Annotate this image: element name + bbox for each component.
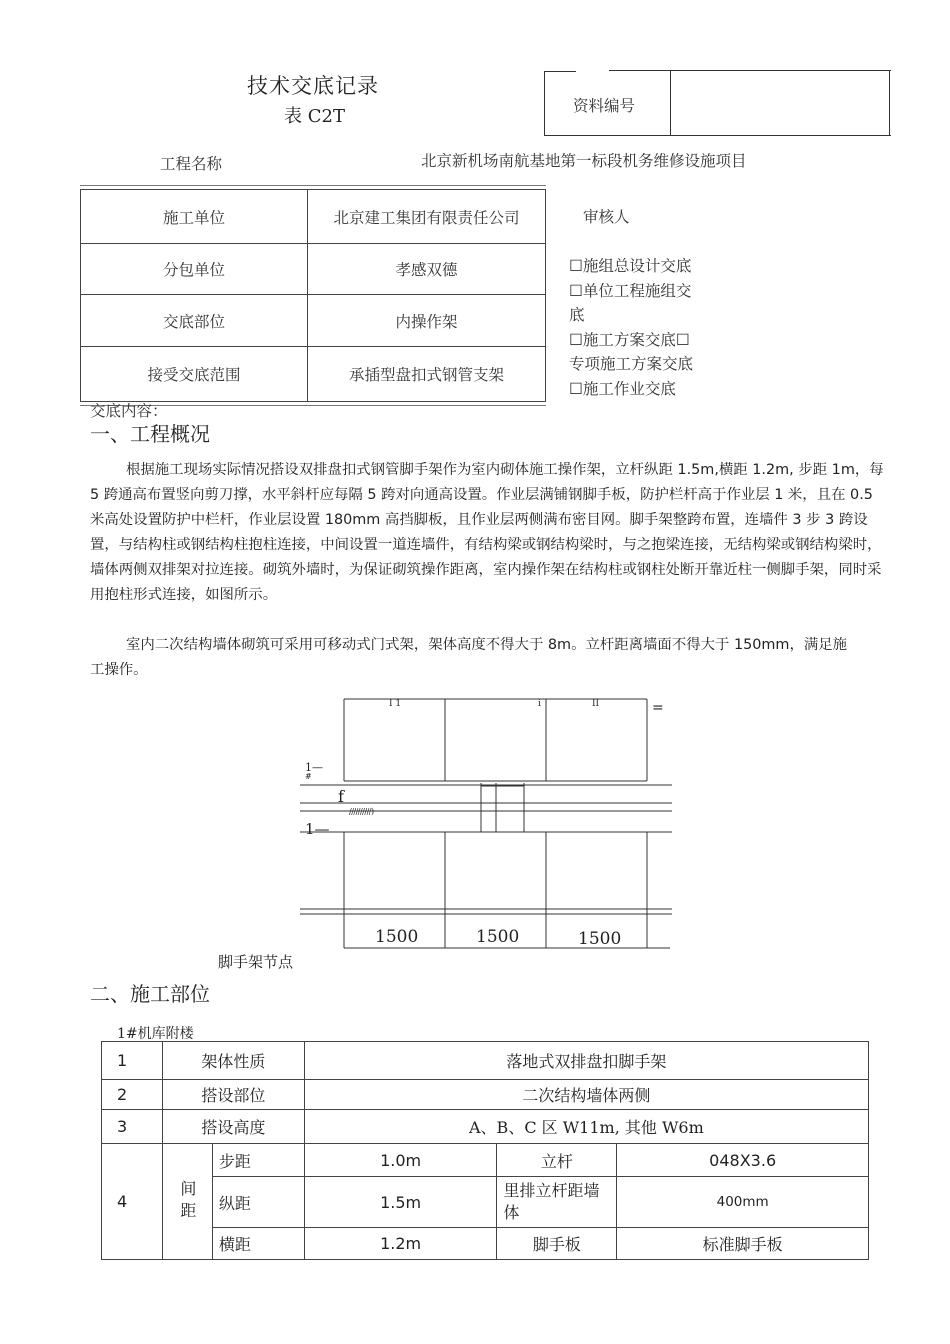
spec-step-value: 1.0m [304, 1144, 497, 1177]
figure-side-mark-1: 1— [305, 761, 323, 774]
checkbox-icon: ☐ [569, 330, 583, 349]
figure-side-mark-2: # [305, 772, 312, 781]
form-number: 表 C2T [284, 106, 345, 127]
scaffold-node-figure [295, 690, 680, 955]
spec-longitudinal-value: 1.5m [304, 1177, 497, 1228]
spec-row-3-no: 3 [102, 1110, 163, 1144]
figure-dim-1: 1500 [375, 927, 419, 947]
spec-spacing-group: 间距 [162, 1144, 212, 1260]
checkbox-icon: ☐ [569, 379, 583, 398]
disclosure-type-list [569, 254, 729, 401]
document-title: 技术交底记录 [247, 74, 379, 98]
checkbox-general-design[interactable]: ☐施组总设计交底 [569, 257, 692, 275]
info-label-disclosure-scope: 接受交底范围 [81, 347, 308, 402]
spec-row-2-label: 搭设部位 [162, 1080, 304, 1110]
section2-location: 1#机库附楼 [117, 1026, 194, 1042]
figure-dim-3: 1500 [578, 929, 622, 949]
info-label-disclosure-part: 交底部位 [81, 295, 308, 347]
spec-pole-label: 立杆 [497, 1144, 617, 1177]
spec-row-1-label: 架体性质 [162, 1042, 304, 1080]
checkbox-construction-plan[interactable]: ☐施工方案交底☐ [569, 330, 690, 349]
section1-paragraph-1: 根据施工现场实际情况搭设双排盘扣式钢管脚手架作为室内砌体施工操作架，立杆纵距 1.5m,横距 1.2m, 步距 1m，每 5 跨通高布置竖向剪刀撑，水平斜杆应每隔 5 跨对向通高设置。作业层满铺钢脚手板，防护栏杆高于作业层 1 米，且在 0.5 米高处设置防护中栏杆，作业层设置 180mm 高挡脚板，且作业层两侧满布密目网。脚手架整跨布置，连墙件 3 步 3 跨设置，与结构柱或钢结构柱抱柱连接，中间设置一道连墙件，有结构梁或钢结构梁时，与之抱梁连接，无结构梁或钢结构梁时，墙体两侧双排架对拉连接。砌筑外墙时，为保证砌筑操作距离，室内操作架在结构柱或钢柱处断开靠近柱一侧脚手架，同时采用抱柱形式连接，如图所示。 [90, 462, 884, 603]
info-table [80, 189, 546, 402]
spec-longitudinal-label: 纵距 [212, 1177, 304, 1228]
spec-transverse-label: 横距 [212, 1228, 304, 1260]
info-value-disclosure-part: 内操作架 [308, 295, 546, 347]
figure-caption: 脚手架节点 [218, 953, 294, 971]
info-label-construction-unit: 施工单位 [81, 190, 308, 244]
spec-wall-distance-label: 里排立杆距墙体 [497, 1177, 617, 1228]
reference-label: 资料编号 [573, 97, 636, 115]
figure-mark-3: II [592, 699, 600, 709]
section1-paragraph-2: 室内二次结构墙体砌筑可采用可移动式门式架，架体高度不得大于 8m。立杆距离墙面不得大于 150mm，满足施工操作。 [90, 637, 848, 678]
project-name-value: 北京新机场南航基地第一标段机务维修设施项目 [421, 152, 747, 170]
spec-row-2-no: 2 [102, 1080, 163, 1110]
figure-hatch: //////////) [349, 807, 374, 816]
content-label: 交底内容： [90, 402, 168, 420]
checkbox-special-plan: 专项施工方案交底 [569, 355, 694, 373]
spec-row-4-no: 4 [102, 1144, 163, 1260]
section2-heading: 二、施工部位 [90, 982, 210, 1006]
checkbox-icon: ☐ [569, 257, 583, 275]
spec-wall-distance-value: 400mm [617, 1177, 869, 1228]
spec-row-3-label: 搭设高度 [162, 1110, 304, 1144]
figure-side-mark-3: f [338, 787, 344, 806]
checkbox-icon: ☐ [569, 281, 583, 300]
checkbox-operation[interactable]: ☐施工作业交底 [569, 379, 676, 398]
info-value-construction-unit: 北京建工集团有限责任公司 [308, 190, 546, 244]
spec-pole-value: 048X3.6 [617, 1144, 869, 1177]
spec-row-2-value: 二次结构墙体两侧 [304, 1080, 868, 1110]
spec-board-value: 标准脚手板 [617, 1228, 869, 1260]
figure-mark-2: i [538, 699, 541, 709]
info-label-subcontractor: 分包单位 [81, 244, 308, 295]
scaffold-spec-table [101, 1041, 869, 1260]
spec-row-3-value: A、B、C 区 W11m, 其他 W6m [304, 1110, 868, 1144]
figure-side-mark-4: 1— [305, 820, 330, 838]
spec-board-label: 脚手板 [497, 1228, 617, 1260]
spec-transverse-value: 1.2m [304, 1228, 497, 1260]
reviewer-label: 审核人 [583, 208, 630, 226]
project-name-label: 工程名称 [160, 155, 223, 173]
section1-heading: 一、工程概况 [90, 422, 210, 446]
figure-mark-1: I 1 [389, 699, 402, 709]
figure-mark-4: = [652, 700, 664, 716]
spec-row-1-no: 1 [102, 1042, 163, 1080]
figure-dim-2: 1500 [476, 927, 520, 947]
spec-row-1-value: 落地式双排盘扣脚手架 [304, 1042, 868, 1080]
spec-step-label: 步距 [212, 1144, 304, 1177]
checkbox-unit-project[interactable]: ☐单位工程施组交 [569, 281, 692, 300]
info-value-subcontractor: 孝感双德 [308, 244, 546, 295]
info-value-disclosure-scope: 承插型盘扣式钢管支架 [308, 347, 546, 402]
checkbox-unit-project-cont: 底 [569, 306, 585, 324]
